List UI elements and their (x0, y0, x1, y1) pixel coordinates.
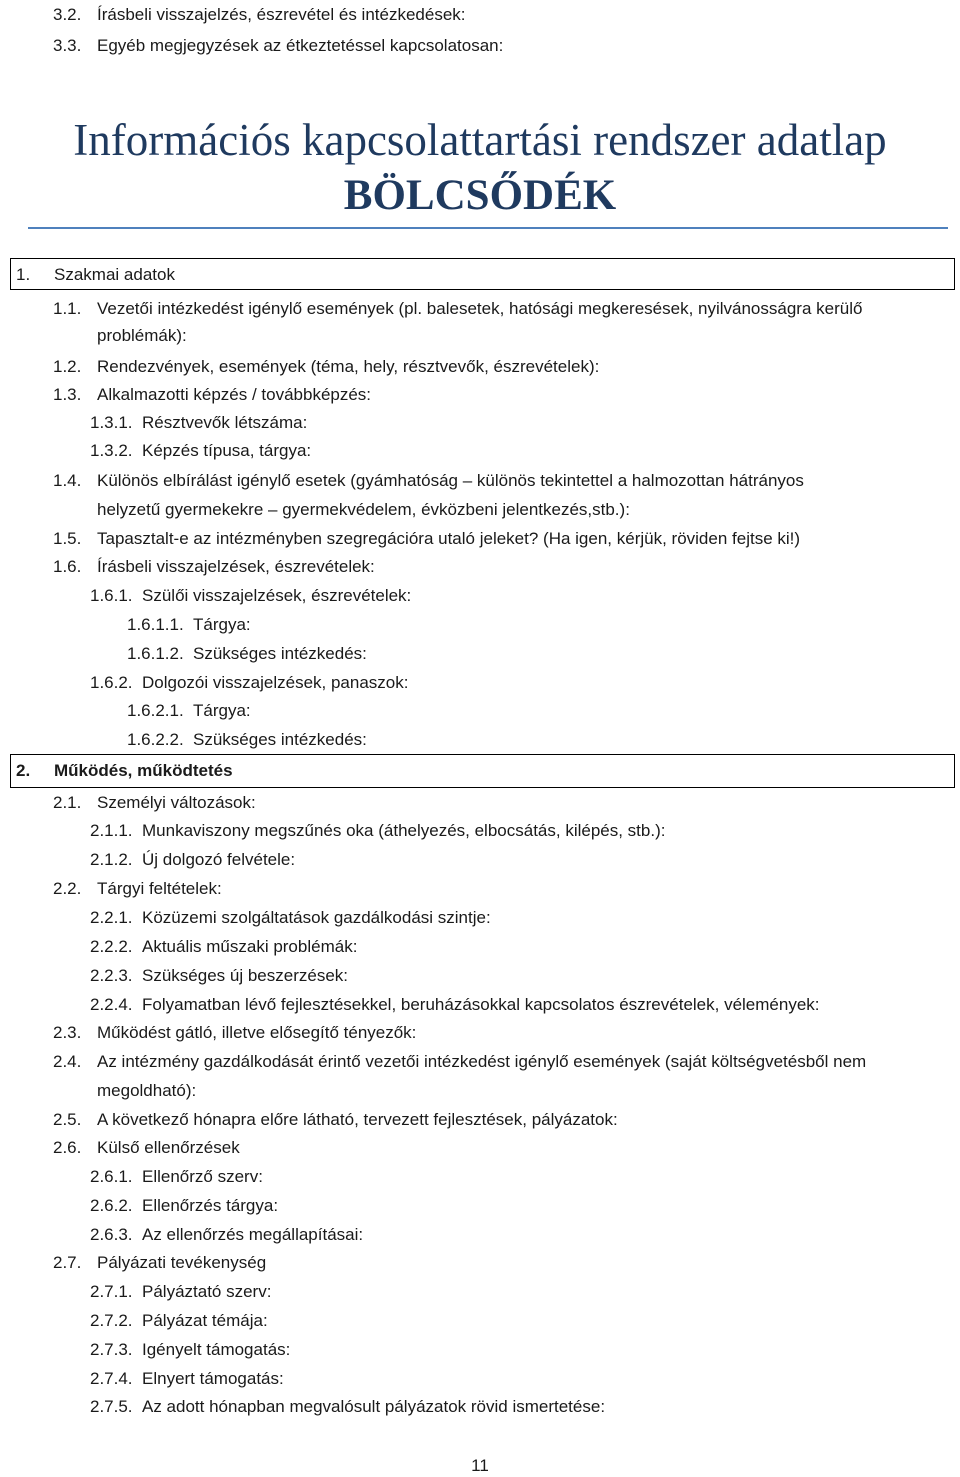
item-text: Vezetői intézkedést igénylő események (pl. balesetek, hatósági megkeresések, nyilvánosságra kerülő (97, 299, 863, 318)
item-number: 1.4. (53, 471, 82, 490)
item-number: 2.2.1. (90, 908, 133, 927)
item-number: 1.3.2. (90, 441, 133, 460)
section-number: 2. (16, 761, 31, 780)
item-text: Az ellenőrzés megállapításai: (142, 1225, 364, 1244)
item-number: 2.7.3. (90, 1340, 133, 1359)
item-text: A következő hónapra előre látható, tervezett fejlesztések, pályázatok: (97, 1110, 618, 1129)
item-text: Külső ellenőrzések (97, 1138, 240, 1157)
item-number: 2.7.2. (90, 1311, 133, 1330)
item-text: Pályázati tevékenység (97, 1253, 267, 1272)
section-2-heading (16, 760, 233, 782)
item-number: 2.2.2. (90, 937, 133, 956)
item-text: Az intézmény gazdálkodását érintő vezetői intézkedést igénylő események (saját költségvetésből nem (97, 1052, 867, 1071)
item-number: 2.7.4. (90, 1369, 133, 1388)
item-text: Szükséges új beszerzések: (142, 966, 348, 985)
item-number: 1.1. (53, 299, 82, 318)
item-number: 2.5. (53, 1110, 82, 1129)
item-number: 1.2. (53, 357, 82, 376)
item-text: Aktuális műszaki problémák: (142, 937, 358, 956)
item-text: Elnyert támogatás: (142, 1369, 284, 1388)
list-item (90, 672, 408, 694)
item-text: Pályáztató szerv: (142, 1282, 272, 1301)
item-text: Egyéb megjegyzések az étkeztetéssel kapcsolatosan: (97, 36, 504, 55)
item-text: Tárgya: (193, 615, 251, 634)
title-divider (28, 227, 948, 229)
item-text: megoldható): (97, 1081, 197, 1100)
list-item (90, 1396, 605, 1418)
item-text: Pályázat témája: (142, 1311, 268, 1330)
list-item (90, 1224, 363, 1246)
list-item (53, 470, 804, 492)
list-item (90, 1166, 263, 1188)
item-number: 2.1.1. (90, 821, 133, 840)
list-item (90, 936, 357, 958)
item-text: Munkaviszony megszűnés oka (áthelyezés, elbocsátás, kilépés, stb.): (142, 821, 666, 840)
item-number: 2.2.3. (90, 966, 133, 985)
item-number: 1.6.1.2. (127, 644, 184, 663)
item-number: 1.6. (53, 557, 82, 576)
item-text: Közüzemi szolgáltatások gazdálkodási szintje: (142, 908, 491, 927)
list-item (90, 820, 665, 842)
item-number: 3.2. (53, 5, 82, 24)
item-number: 2.2.4. (90, 995, 133, 1014)
item-number: 1.6.1. (90, 586, 133, 605)
list-item (127, 643, 367, 665)
item-text: Az adott hónapban megvalósult pályázatok rövid ismertetése: (142, 1397, 606, 1416)
item-number: 1.3. (53, 385, 82, 404)
item-text: Írásbeli visszajelzés, észrevétel és intézkedések: (97, 5, 466, 24)
list-item (90, 1195, 278, 1217)
list-item (53, 4, 466, 26)
item-text: Különös elbírálást igénylő esetek (gyámhatóság – különös tekintettel a halmozottan hátrányos (97, 471, 804, 490)
item-text: Képzés típusa, tárgya: (142, 441, 312, 460)
list-item (90, 412, 307, 434)
list-item (53, 35, 503, 57)
item-text: Ellenőrzés tárgya: (142, 1196, 279, 1215)
item-text: Írásbeli visszajelzések, észrevételek: (97, 557, 375, 576)
item-number: 2.1.2. (90, 850, 133, 869)
item-number: 2.7. (53, 1253, 82, 1272)
item-text: Szükséges intézkedés: (193, 644, 367, 663)
section-number: 1. (16, 265, 31, 284)
list-item (97, 325, 187, 347)
list-item (97, 499, 630, 521)
item-number: 2.7.5. (90, 1397, 133, 1416)
page-subtitle: BÖLCSŐDÉK (343, 172, 617, 219)
list-item (53, 792, 256, 814)
item-number: 2.1. (53, 793, 82, 812)
page-number: 11 (471, 1456, 489, 1475)
item-text: Új dolgozó felvétele: (142, 850, 296, 869)
list-item (97, 1080, 196, 1102)
list-item (90, 1310, 268, 1332)
item-number: 2.6. (53, 1138, 82, 1157)
item-text: Tárgya: (193, 701, 251, 720)
item-number: 2.2. (53, 879, 82, 898)
item-text: Tárgyi feltételek: (97, 879, 222, 898)
list-item (53, 356, 599, 378)
item-text: helyzetű gyermekekre – gyermekvédelem, évközbeni jelentkezés,stb.): (97, 500, 630, 519)
item-number: 1.6.2. (90, 673, 133, 692)
item-text: Igényelt támogatás: (142, 1340, 291, 1359)
list-item (53, 1252, 266, 1274)
list-item (53, 1051, 866, 1073)
item-number: 3.3. (53, 36, 82, 55)
item-text: Dolgozói visszajelzések, panaszok: (142, 673, 409, 692)
item-number: 1.6.1.1. (127, 615, 184, 634)
item-text: Folyamatban lévő fejlesztésekkel, beruházásokkal kapcsolatos észrevételek, vélemények: (142, 995, 820, 1014)
list-item (53, 298, 862, 320)
item-number: 1.6.2.1. (127, 701, 184, 720)
list-item (127, 729, 367, 751)
list-item (90, 965, 348, 987)
item-number: 2.7.1. (90, 1282, 133, 1301)
list-item (90, 1339, 290, 1361)
list-item (53, 1022, 416, 1044)
list-item (53, 384, 371, 406)
item-number: 2.6.3. (90, 1225, 133, 1244)
list-item (127, 700, 251, 722)
list-item (90, 1368, 284, 1390)
item-text: Rendezvények, események (téma, hely, résztvevők, észrevételek): (97, 357, 600, 376)
item-text: Ellenőrző szerv: (142, 1167, 263, 1186)
item-text: Szülői visszajelzések, észrevételek: (142, 586, 412, 605)
list-item (53, 1109, 618, 1131)
item-text: problémák): (97, 326, 187, 345)
item-text: Alkalmazotti képzés / továbbképzés: (97, 385, 372, 404)
section-title: Működés, működtetés (54, 761, 233, 780)
section-1-heading (16, 264, 175, 286)
item-number: 2.6.1. (90, 1167, 133, 1186)
item-number: 2.4. (53, 1052, 82, 1071)
list-item (127, 614, 251, 636)
item-number: 2.6.2. (90, 1196, 133, 1215)
item-number: 1.5. (53, 529, 82, 548)
list-item (53, 878, 222, 900)
item-text: Résztvevők létszáma: (142, 413, 308, 432)
list-item (90, 1281, 271, 1303)
list-item (53, 528, 800, 550)
item-text: Működést gátló, illetve elősegítő tényezők: (97, 1023, 417, 1042)
list-item (90, 585, 411, 607)
section-title: Szakmai adatok (54, 265, 175, 284)
item-text: Személyi változások: (97, 793, 256, 812)
page-title: Információs kapcsolattartási rendszer adatlap (73, 115, 887, 165)
list-item (90, 994, 820, 1016)
list-item (53, 556, 375, 578)
item-number: 2.3. (53, 1023, 82, 1042)
item-number: 1.3.1. (90, 413, 133, 432)
list-item (53, 1137, 240, 1159)
list-item (90, 849, 295, 871)
item-text: Tapasztalt-e az intézményben szegregációra utaló jeleket? (Ha igen, kérjük, röviden fejtse ki!) (97, 529, 801, 548)
list-item (90, 907, 491, 929)
item-number: 1.6.2.2. (127, 730, 184, 749)
item-text: Szükséges intézkedés: (193, 730, 367, 749)
list-item (90, 440, 311, 462)
